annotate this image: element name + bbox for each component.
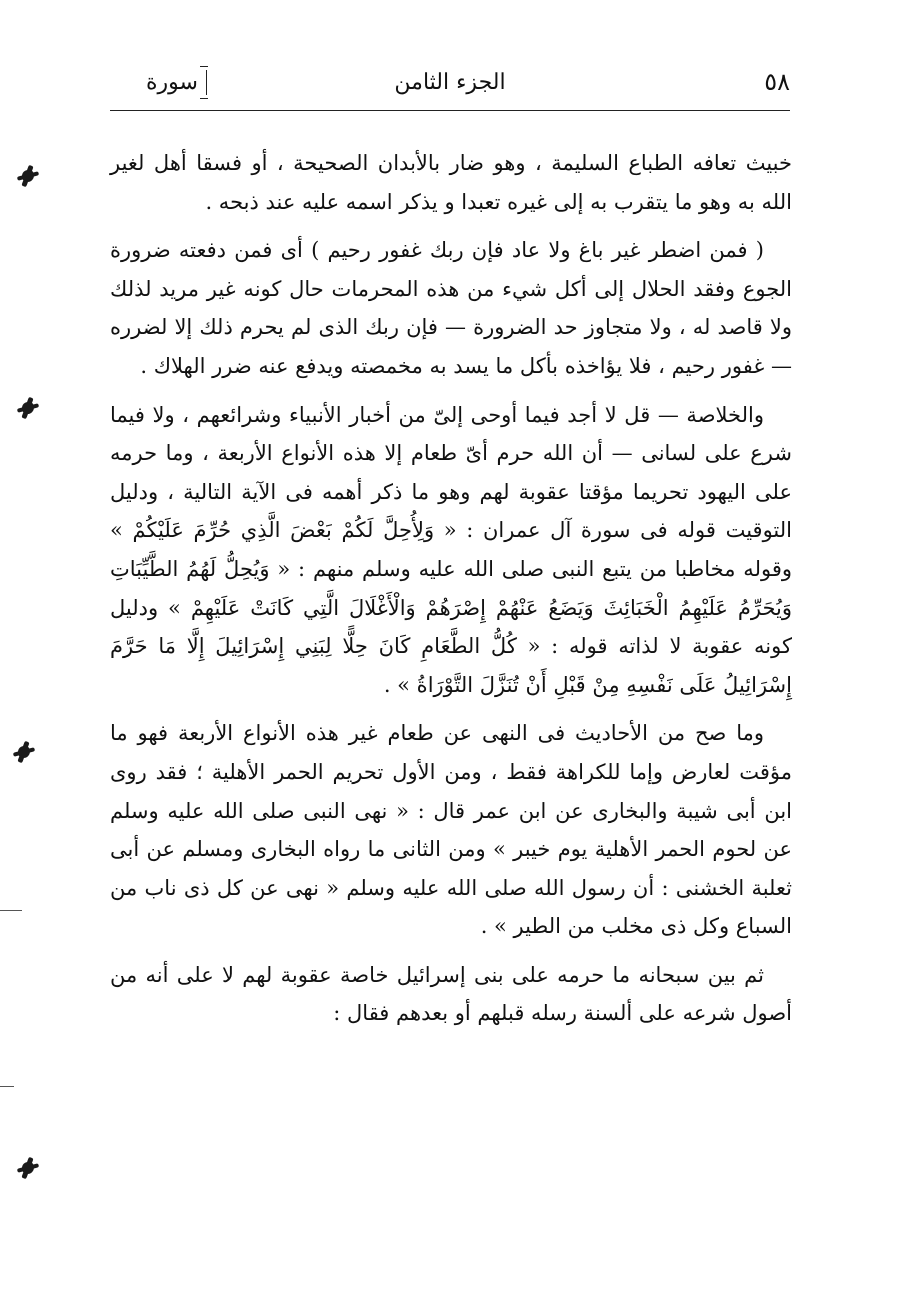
body-text — [110, 144, 792, 1043]
paragraph-continuation: خبيث تعافه الطباع السليمة ، وهو ضار بالأبدان الصحيحة ، أو فسقا أهل لغير الله به وهو ما يتقرب به إلى غيره تعبدا و يذكر اسمه عليه عند ذبحه . — [110, 151, 792, 214]
margin-ink-mark — [22, 1162, 34, 1174]
surah-label: سورة — [110, 70, 207, 95]
page-header — [110, 66, 790, 106]
margin-ink-mark — [18, 746, 30, 758]
header-rule — [110, 110, 790, 111]
edge-tick — [0, 910, 22, 911]
paragraph-transition: ثم بين سبحانه ما حرمه على بنى إسرائيل خاصة عقوبة لهم لا على أنه من أصول شرعه على ألسنة رسله قبلهم أو بعدهم فقال : — [110, 962, 792, 1026]
paragraph-hadith: وما صح من الأحاديث فى النهى عن طعام غير هذه الأنواع الأربعة فهو ما مؤقت لعارض وإما للكراهة فقط ، ومن الأول تحريم الحمر الأهلية ؛ فقد روى ابن أبى شيبة والبخارى عن ابن عمر قال : « نهى النبى صلى الله عليه وسلم عن لحوم الحمر الأهلية يوم خيبر » ومن الثانى ما رواه البخارى ومسلم عن أبى ثعلبة الخشنى : أن رسول الله صلى الله عليه وسلم « نهى عن كل ذى ناب من السباع وكل ذى مخلب من الطير » . — [110, 721, 792, 939]
paragraph-verse-commentary: ( فمن اضطر غير باغ ولا عاد فإن ربك غفور رحيم ) أى فمن دفعته ضرورة الجوع وفقد الحلال إلى أكل شيء من هذه المحرمات حال كونه غير مريد لذلك ولا قاصد له ، ولا متجاوز حد الضرورة — فإن ربك الذى لم يحرم ذلك إلا لضرره — غفور رحيم ، فلا يؤاخذه بأكل ما يسد به مخمصته ويدفع عنه ضرر الهلاك . — [110, 238, 792, 378]
edge-tick — [0, 1086, 14, 1087]
paragraph-summary: والخلاصة — قل لا أجد فيما أوحى إلىّ من أخبار الأنبياء وشرائعهم ، ولا فيما شرع على لسانى — أن الله حرم أىّ طعام إلا هذه الأنواع الأربعة ، وما حرمه على اليهود تحريما مؤقتا عقوبة لهم وهو ما ذكر أهمه فى الآية التالية ، ودليل التوقيت قوله فى سورة آل عمران : « وَلِأُحِلَّ لَكُمْ بَعْضَ الَّذِي حُرِّمَ عَلَيْكُمْ » وقوله مخاطبا من يتبع النبى صلى الله عليه وسلم منهم : « وَيُحِلُّ لَهُمُ الطَّيِّبَاتِ وَيُحَرِّمُ عَلَيْهِمُ الْخَبَائِثَ وَيَضَعُ عَنْهُمْ إِصْرَهُمْ وَالْأَغْلَالَ الَّتِي كَانَتْ عَلَيْهِمْ » ودليل كونه عقوبة لا لذاته قوله : « كُلُّ الطَّعَامِ كَانَ حِلًّا لِبَنِي إِسْرَائِيلَ إِلَّا مَا حَرَّمَ إِسْرَائِيلُ عَلَى نَفْسِهِ مِنْ قَبْلِ أَنْ تُنَزَّلَ التَّوْرَاةُ » . — [110, 402, 792, 697]
part-title: الجزء الثامن — [394, 70, 506, 95]
margin-ink-mark — [22, 170, 34, 182]
page-number: ٥٨ — [764, 68, 790, 96]
margin-ink-mark — [22, 402, 34, 414]
